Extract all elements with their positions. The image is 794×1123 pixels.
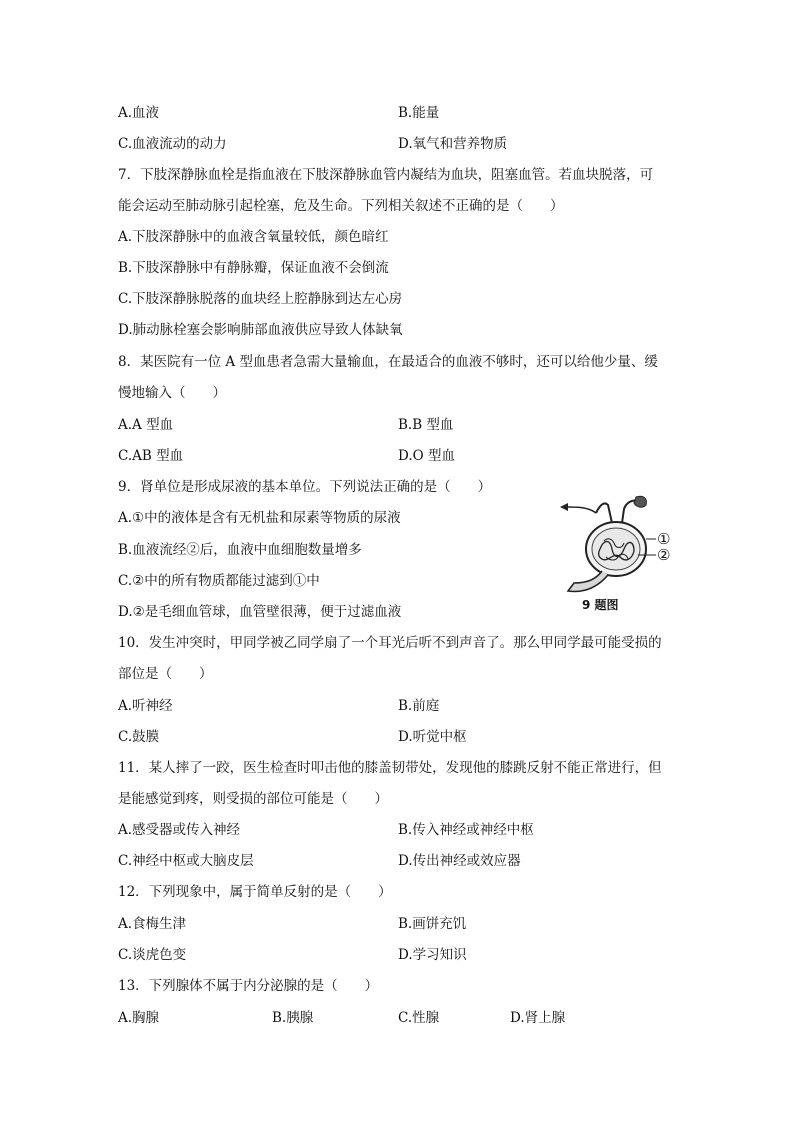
q11-option-a: A.感受器或传入神经 <box>118 822 241 838</box>
arrow-head-icon <box>560 503 568 511</box>
q6-option-a: A.血液 <box>118 105 160 121</box>
q10-stem-line1: 10．发生冲突时，甲同学被乙同学扇了一个耳光后听不到声音了。那么甲同学最可能受损的 <box>118 635 662 651</box>
q9-figure <box>552 493 682 613</box>
q7-stem-line2: 能会运动至肺动脉引起栓塞，危及生命。下列相关叙述不正确的是（ ） <box>118 198 564 214</box>
q8-option-d: D.O 型血 <box>398 448 455 464</box>
q7-option-c: C.下肢深静脉脱落的血块经上腔静脉到达左心房 <box>118 291 403 307</box>
q10-stem-line2: 部位是（ ） <box>118 666 213 682</box>
q12-option-c: C.谈虎色变 <box>118 947 187 963</box>
capsule-inner <box>592 528 640 570</box>
figure-label-1: ① <box>657 530 671 548</box>
q9-option-d: D.②是毛细血管球，血管壁很薄，便于过滤血液 <box>118 604 402 620</box>
vessel-end <box>634 496 646 507</box>
q13-stem: 13．下列腺体不属于内分泌腺的是（ ） <box>118 978 379 994</box>
renal-corpuscle-diagram <box>552 493 682 613</box>
q7-option-a: A.下肢深静脉中的血液含氧量较低，颜色暗红 <box>118 229 389 245</box>
q8-option-b: B.B 型血 <box>398 417 454 433</box>
q13-option-a: A.胸腺 <box>118 1010 160 1026</box>
q9-option-c: C.②中的所有物质都能过滤到①中 <box>118 573 320 589</box>
figure-caption: 9 题图 <box>582 598 619 612</box>
q11-option-b: B.传入神经或神经中枢 <box>398 822 534 838</box>
q13-option-d: D.肾上腺 <box>510 1010 566 1026</box>
q8-option-c: C.AB 型血 <box>118 448 184 464</box>
q7-stem-line1: 7．下肢深静脉血栓是指血液在下肢深静脉血管内凝结为血块，阻塞血管。若血块脱落，可 <box>118 167 654 183</box>
q10-option-b: B.前庭 <box>398 698 440 714</box>
q6-option-c: C.血液流动的动力 <box>118 136 227 152</box>
q7-option-d: D.肺动脉栓塞会影响肺部血液供应导致人体缺氧 <box>118 322 403 338</box>
q9-stem: 9．肾单位是形成尿液的基本单位。下列说法正确的是（ ） <box>118 479 492 495</box>
q9-option-b: B.血液流经②后，血液中血细胞数量增多 <box>118 542 362 558</box>
q12-option-d: D.学习知识 <box>398 947 467 963</box>
q10-option-a: A.听神经 <box>118 698 173 714</box>
q8-option-a: A.A 型血 <box>118 417 174 433</box>
q10-option-d: D.听觉中枢 <box>398 729 467 745</box>
q11-option-c: C.神经中枢或大脑皮层 <box>118 853 254 869</box>
q7-option-b: B.下肢深静脉中有静脉瓣，保证血液不会倒流 <box>118 260 389 276</box>
q6-option-b: B.能量 <box>398 105 440 121</box>
q6-option-d: D.氧气和营养物质 <box>398 136 508 152</box>
q12-option-b: B.画饼充饥 <box>398 916 467 932</box>
q8-stem-line2: 慢地输入（ ） <box>118 385 226 401</box>
renal-tubule <box>568 571 608 591</box>
q13-option-b: B.胰腺 <box>272 1010 314 1026</box>
efferent-vessel <box>596 503 612 523</box>
efferent-arrow-line <box>566 507 596 513</box>
q12-stem: 12．下列现象中，属于简单反射的是（ ） <box>118 884 392 900</box>
q11-stem-line2: 是能感觉到疼，则受损的部位可能是（ ） <box>118 791 388 807</box>
q12-option-a: A.食梅生津 <box>118 916 187 932</box>
q8-stem-line1: 8．某医院有一位 A 型血患者急需大量输血，在最适合的血液不够时，还可以给他少量、缓 <box>118 354 658 370</box>
q13-option-c: C.性腺 <box>398 1010 440 1026</box>
q11-option-d: D.传出神经或效应器 <box>398 853 521 869</box>
q9-option-a: A.①中的液体是含有无机盐和尿素等物质的尿液 <box>118 510 401 526</box>
q11-stem-line1: 11．某人摔了一跤，医生检查时叩击他的膝盖韧带处，发现他的膝跳反射不能正常进行，但 <box>118 760 662 776</box>
q10-option-c: C.鼓膜 <box>118 729 160 745</box>
figure-label-2: ② <box>657 546 671 564</box>
